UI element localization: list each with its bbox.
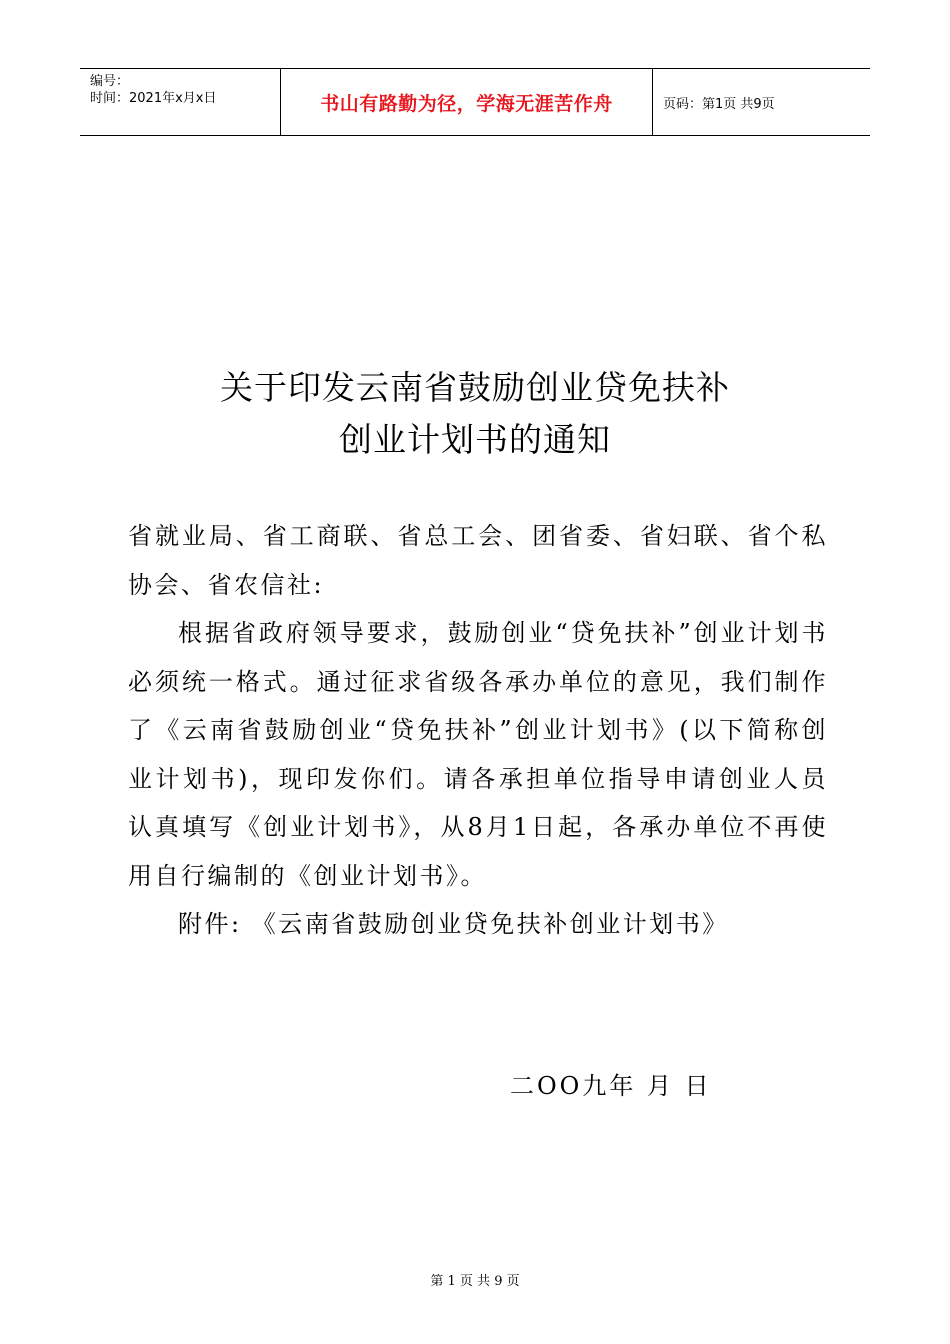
header-meta-cell — [80, 69, 281, 135]
document-title-line2: 创业计划书的通知 — [339, 420, 611, 459]
document-time-label: 时间：2021年x月x日 — [90, 91, 217, 106]
document-title-line1: 关于印发云南省鼓励创业贷免扶补 — [220, 368, 730, 407]
page-footer: 第 1 页 共 9 页 — [430, 1274, 520, 1289]
document-date: 二OO九年 月 日 — [510, 1072, 712, 1100]
header-page-code: 页码：第1页 共9页 — [663, 96, 775, 112]
attachment-line: 附件: 《云南省鼓励创业贷免扶补创业计划书》 — [178, 910, 729, 938]
document-number-label: 编号： — [90, 74, 130, 89]
header-motto: 书山有路勤为径，学海无涯苦作舟 — [281, 69, 653, 135]
main-paragraph: 根据省政府领导要求，鼓励创业“贷免扶补”创业计划书必须统一格式。通过征求省级各承办单位的意见，我们制作了《云南省鼓励创业“贷免扶补”创业计划书》(以下简称创业计划书)，现印发你们。请各承担单位指导申请创业人员认真填写《创业计划书》，从8月1日起，各承办单位不再使用自行编制的《创业计划书》。 — [128, 619, 828, 890]
addressees-paragraph: 省就业局、省工商联、省总工会、团省委、省妇联、省个私协会、省农信社: — [128, 522, 828, 599]
header-table — [80, 68, 870, 136]
document-body — [128, 512, 828, 949]
